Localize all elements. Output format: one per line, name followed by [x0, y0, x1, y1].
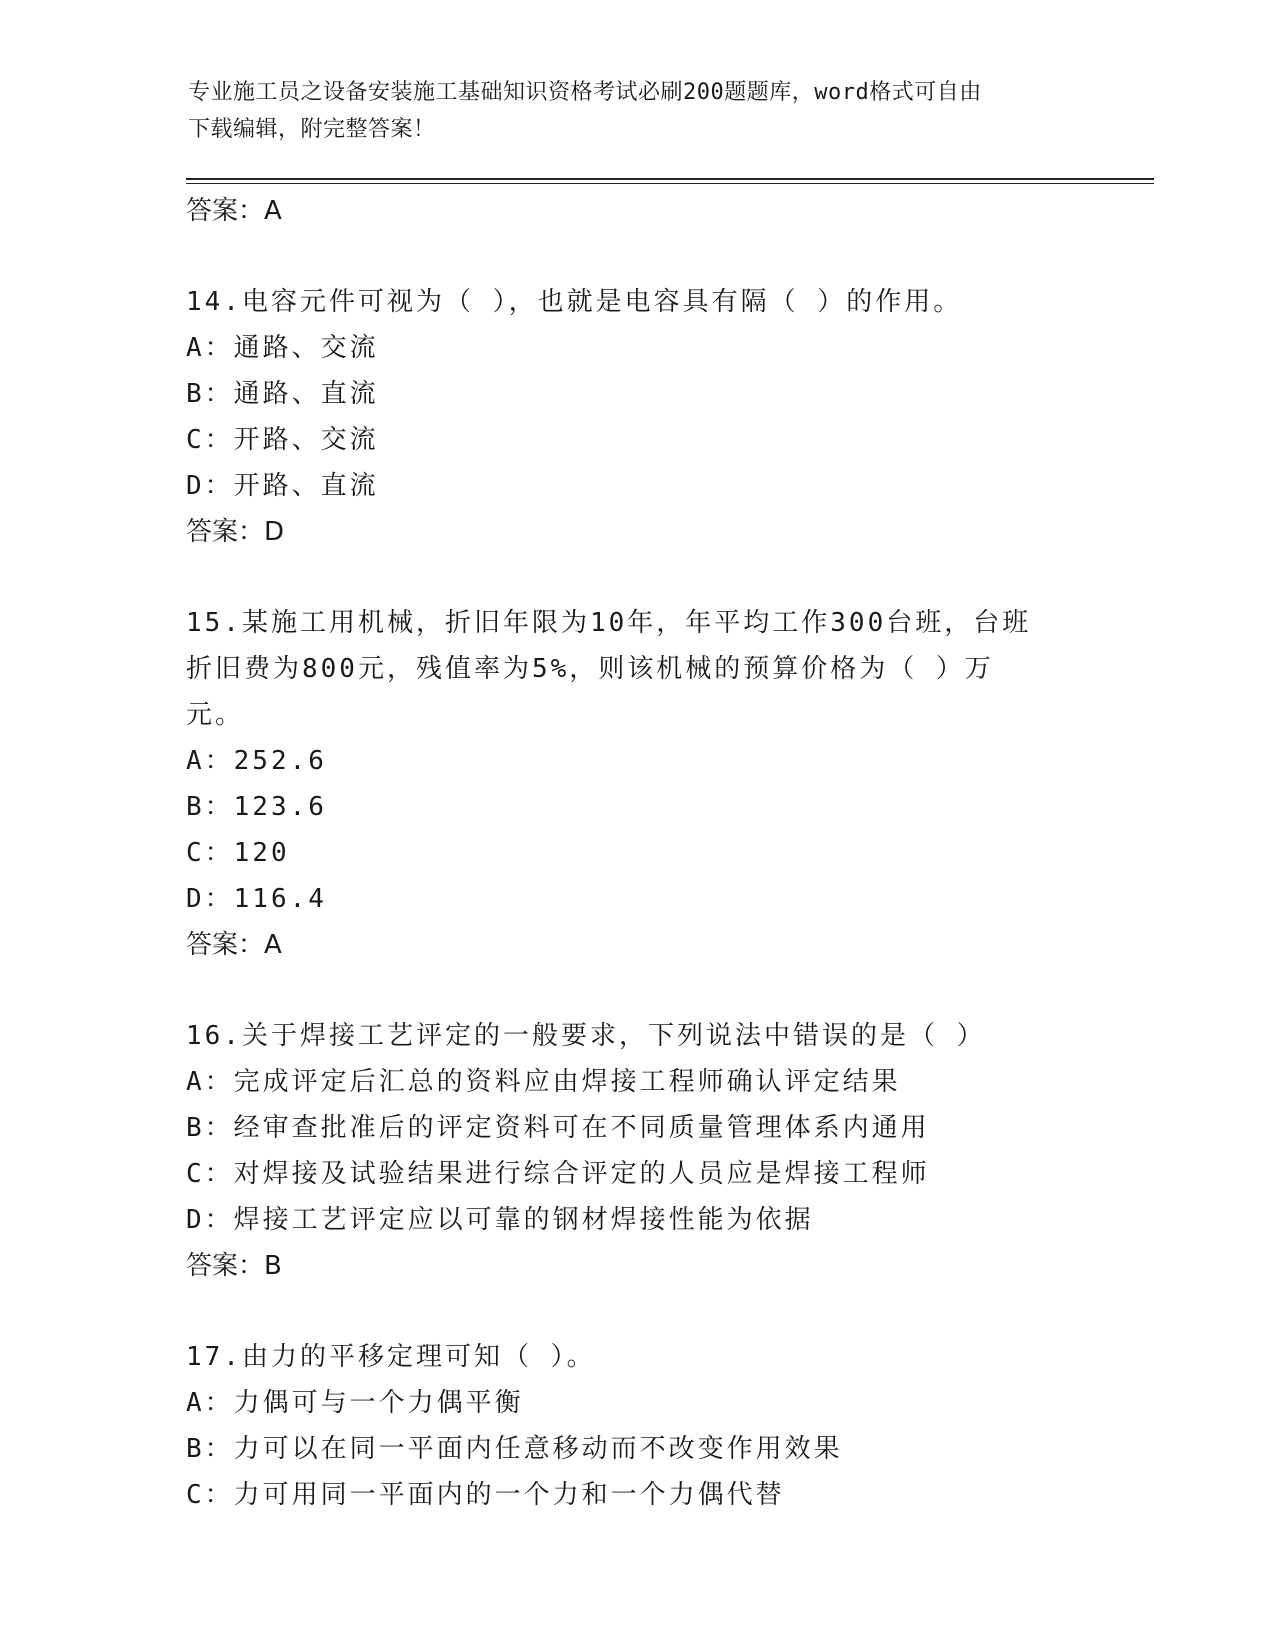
option-d: D：116.4	[186, 884, 327, 914]
question-text: 15.某施工用机械，折旧年限为10年，年平均工作300台班，台班折旧费为800元，残值率为5%，则该机械的预算价格为（ ）万元。	[186, 608, 1032, 730]
header-rule-thin	[186, 183, 1154, 184]
answer-line: 答案：D	[186, 517, 285, 547]
option-b: B：力可以在同一平面内任意移动而不改变作用效果	[186, 1434, 843, 1464]
question-text: 17.由力的平移定理可知（ ）。	[186, 1342, 596, 1372]
answer-line: 答案：A	[186, 196, 282, 226]
spacer	[186, 555, 1086, 600]
option-a: A：通路、交流	[186, 333, 379, 363]
header-line-1: 专业施工员之设备安装施工基础知识资格考试必刷200题题库，word格式可自由	[188, 80, 982, 105]
option-b: B：经审查批准后的评定资料可在不同质量管理体系内通用	[186, 1113, 930, 1143]
option-d: D：焊接工艺评定应以可靠的钢材焊接性能为依据	[186, 1205, 814, 1235]
answer-line: 答案：B	[186, 1251, 282, 1281]
question-block	[186, 1334, 1086, 1518]
option-c: C：力可用同一平面内的一个力和一个力偶代替	[186, 1480, 785, 1510]
option-c: C：对焊接及试验结果进行综合评定的人员应是焊接工程师	[186, 1159, 930, 1189]
question-block	[186, 279, 1086, 555]
header-line-2: 下载编辑，附完整答案！	[188, 117, 436, 142]
spacer	[186, 234, 1086, 279]
option-d: D：开路、直流	[186, 471, 379, 501]
option-b: B：通路、直流	[186, 379, 379, 409]
option-a: A：252.6	[186, 746, 327, 776]
header-rule-thick	[186, 178, 1154, 180]
option-b: B：123.6	[186, 792, 327, 822]
option-c: C：120	[186, 838, 290, 868]
question-text: 14.电容元件可视为（ ），也就是电容具有隔（ ）的作用。	[186, 287, 963, 317]
question-block	[186, 600, 1086, 968]
question-block	[186, 1013, 1086, 1289]
option-a: A：完成评定后汇总的资料应由焊接工程师确认评定结果	[186, 1067, 901, 1097]
option-c: C：开路、交流	[186, 425, 379, 455]
answer-line: 答案：A	[186, 930, 282, 960]
question-list	[186, 188, 1086, 1518]
question-text: 16.关于焊接工艺评定的一般要求，下列说法中错误的是（ ）	[186, 1021, 986, 1051]
option-a: A：力偶可与一个力偶平衡	[186, 1388, 524, 1418]
spacer	[186, 1289, 1086, 1334]
document-header	[188, 74, 1068, 148]
spacer	[186, 968, 1086, 1013]
